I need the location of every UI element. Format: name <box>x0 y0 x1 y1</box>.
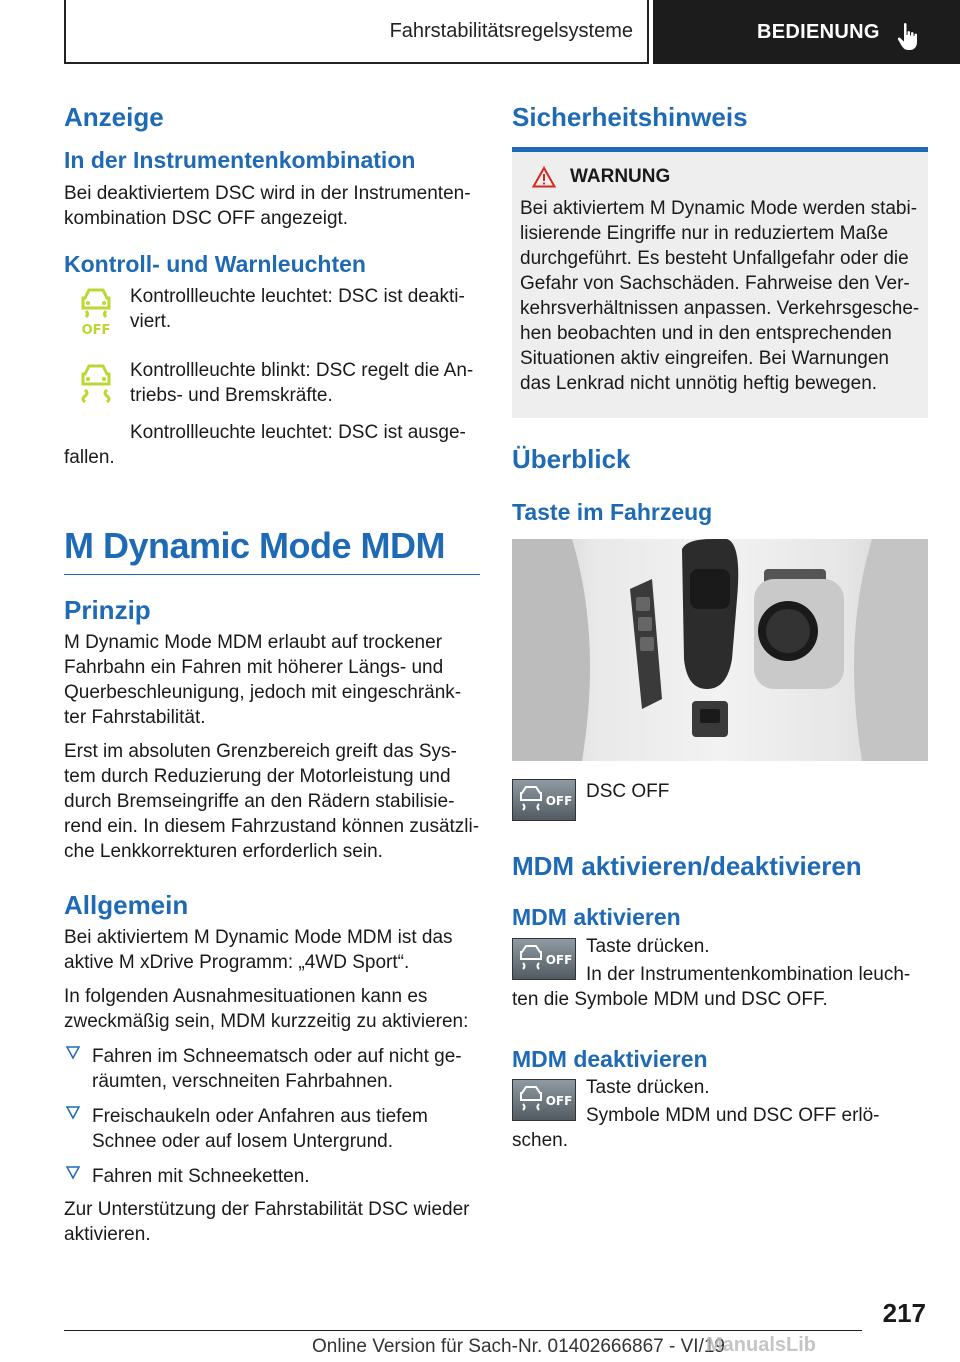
instrument-cluster-heading: In der Instrumentenkombination <box>64 147 416 174</box>
svg-text:OFF: OFF <box>545 952 573 967</box>
warning-triangle-icon <box>532 166 556 188</box>
watermark: ManualsLib <box>706 1334 817 1356</box>
console-illustration <box>512 539 928 761</box>
exception-list <box>64 1044 480 1189</box>
button-in-vehicle-heading: Taste im Fahrzeug <box>512 499 713 526</box>
footer-online-version: Online Version für Sach-Nr. 01402666867 - VI/19 <box>312 1336 725 1357</box>
prinzip-paragraph-2: Erst im absoluten Grenzbereich greift das Sys-tem durch Reduzierung der Motorleistung und durch Bremseingriffe an den Rädern stabilisie-rend ein. In diesem Fahrzustand können zusätzli-che Lenkkorrekturen erforderlich sein. <box>64 740 480 862</box>
warning-title <box>532 166 920 188</box>
left-column <box>64 100 480 1247</box>
indicator-row-dsc <box>64 358 480 412</box>
indicator-row-off <box>64 284 480 338</box>
dsc-indicator-icon <box>76 358 116 412</box>
mdm-activate-heading: MDM aktivieren <box>512 904 681 931</box>
prinzip-heading: Prinzip <box>64 594 151 625</box>
allgemein-paragraph-1: Bei aktiviertem M Dynamic Mode MDM ist das aktive M xDrive Programm: „4WD Sport“. <box>64 926 453 973</box>
instrument-cluster-text: Bei deaktiviertem DSC wird in der Instrumenten-kombination DSC OFF angezeigt. <box>64 182 471 229</box>
deactivate-step-1: Taste drücken. <box>586 1077 710 1099</box>
mdm-main-heading: M Dynamic Mode MDM <box>64 524 480 574</box>
safety-heading: Sicherheitshinweis <box>512 102 748 132</box>
page-number: 217 <box>882 1298 926 1328</box>
triangle-bullet-icon <box>66 1166 80 1180</box>
dsc-off-symbol-icon <box>517 783 575 817</box>
header-section-tab <box>64 0 649 64</box>
header-chapter-title: BEDIENUNG <box>757 20 880 43</box>
indicator-text-deactivated: Kontrollleuchte leuchtet: DSC ist deakti-viert. <box>130 286 465 333</box>
dsc-off-button-icon <box>512 779 576 821</box>
hand-pointer-icon <box>896 22 920 52</box>
prinzip-paragraph-1: M Dynamic Mode MDM erlaubt auf trockener Fahrbahn ein Fahren mit höherer Längs- und Querbeschleunigung, jedoch mit eingeschränk-ter Fahrstabilität. <box>64 631 462 728</box>
header-section-title: Fahrstabilitätsregelsysteme <box>389 19 633 42</box>
deactivate-step-2: Symbole MDM und DSC OFF erlö-schen. <box>512 1105 880 1152</box>
triangle-bullet-icon <box>66 1106 80 1120</box>
warning-box <box>512 147 928 418</box>
anzeige-heading: Anzeige <box>64 102 164 132</box>
svg-text:OFF: OFF <box>545 1094 573 1109</box>
triangle-bullet-icon <box>66 1046 80 1060</box>
activate-step-2: In der Instrumentenkombination leuch-ten die Symbole MDM und DSC OFF. <box>512 963 911 1010</box>
dsc-off-symbol-icon <box>517 942 575 976</box>
dsc-off-indicator-label: OFF <box>81 323 111 339</box>
dsc-off-button-icon <box>512 1079 576 1121</box>
dsc-off-caption: DSC OFF <box>586 780 670 802</box>
indicator-text-failed: Kontrollleuchte leuchtet: DSC ist ausge-fallen. <box>64 422 466 469</box>
center-console-photo <box>512 539 928 761</box>
closing-paragraph: Zur Unterstützung der Fahrstabilität DSC wieder aktivieren. <box>64 1198 470 1245</box>
list-item: Freischaukeln oder Anfahren aus tiefem Schnee oder auf losem Untergrund. <box>64 1104 480 1154</box>
indicator-lights-heading: Kontroll- und Warnleuchten <box>64 250 366 277</box>
dsc-off-button-icon <box>512 938 576 980</box>
indicator-text-regulating: Kontrollleuchte blinkt: DSC regelt die An-triebs- und Bremskräfte. <box>130 360 474 407</box>
footer-rule <box>64 1330 862 1331</box>
list-item: Fahren mit Schneeketten. <box>64 1164 480 1189</box>
dsc-off-indicator-icon <box>76 284 116 338</box>
allgemein-paragraph-2: In folgenden Ausnahmesituationen kann es zweckmäßig sein, MDM kurzzeitig zu aktivieren: <box>64 985 469 1032</box>
svg-text:OFF: OFF <box>545 793 573 808</box>
mdm-toggle-heading: MDM aktivieren/deaktivieren <box>512 850 862 881</box>
mdm-deactivate-heading: MDM deaktivieren <box>512 1045 708 1072</box>
warning-label: WARNUNG <box>570 166 671 188</box>
list-item: Fahren im Schneematsch oder auf nicht ge-räumten, verschneiten Fahrbahnen. <box>64 1044 480 1094</box>
overview-heading: Überblick <box>512 444 631 475</box>
warning-text: Bei aktiviertem M Dynamic Mode werden stabi-lisierende Eingriffe nur in reduziertem Maße durchgeführt. Es besteht Unfallgefahr oder die Gefahr von Sachschäden. Fahrweise den Ver-kehrsverhältnissen anpassen. Verkehrsgesche-hen beobachten und in den entsprechenden Situationen aktiv eingreifen. Bei Warnungen das Lenkrad nicht unnötig heftig bewegen. <box>520 198 920 395</box>
activate-step-1: Taste drücken. <box>586 935 710 957</box>
dsc-off-symbol-icon <box>517 1083 575 1117</box>
dsc-off-button-row <box>512 779 928 821</box>
allgemein-heading: Allgemein <box>64 889 189 920</box>
right-column <box>512 100 928 1153</box>
